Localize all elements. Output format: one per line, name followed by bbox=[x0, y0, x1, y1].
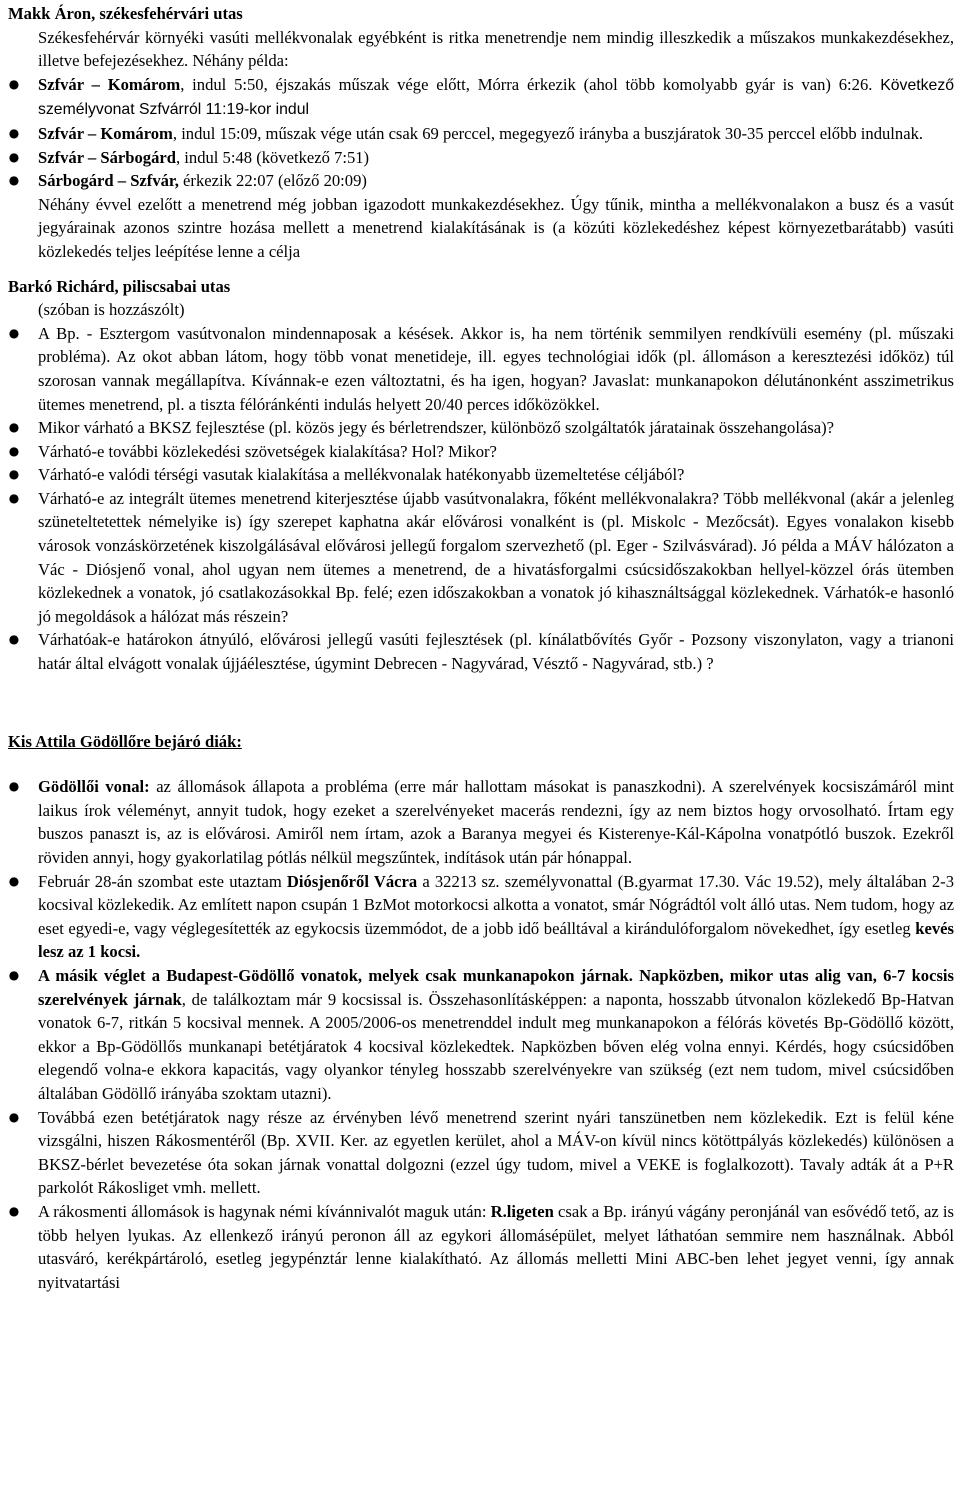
section-heading-kis: Kis Attila Gödöllőre bejáró diák: bbox=[8, 731, 242, 751]
bullet-icon: ● bbox=[8, 173, 20, 188]
list-item-text: a 32213 sz. személyvonattal (B.gyarmat 17.30. Vác 19.52), mely általában 2-3 kocsival közlekedik. Az említett napon csupán 1 BzMot motorkocsi alkotta a vonatot, smár Nógrádtól volt álló utas. Nem tudom, hogy az eset egyedi-e, vagy véglegesítették az egykocsis üzemmódot, de a jobb idő beálltával a kirándulóforgalom növekedhet, így esetleg bbox=[38, 871, 954, 938]
bullet-icon: ● bbox=[8, 420, 20, 435]
bullet-icon: ● bbox=[8, 1109, 20, 1124]
list-item-text: Várható-e további közlekedési szövetségek kialakítása? Hol? Mikor? bbox=[38, 441, 497, 461]
route-label: Sárbogárd – Szfvár, bbox=[38, 171, 179, 191]
list-item-text: , indul 15:09, műszak vége után csak 69 perccel, megegyező irányba a buszjáratok 30-35 perccel előbb indulnak. bbox=[172, 123, 924, 143]
list-item bbox=[8, 322, 954, 416]
section-heading-barko: Barkó Richárd, piliscsabai utas bbox=[8, 276, 231, 296]
bullet-icon: ● bbox=[8, 632, 20, 647]
bold-phrase: Diósjenőről Vácra bbox=[286, 871, 418, 891]
list-item-text: Továbbá ezen betétjáratok nagy része az érvényben lévő menetrend szerint nyári tanszünetben nem közlekedik. Ezt is felül kéne vizsgálni, hiszen Rákosmentéről (Bp. XVII. Ker. az egyetlen kerület, ahol a MÁV-on kívül nincs kötöttpályás közlekedés) különösen a BKSZ-bérlet bevezetése óta sokan járnak vonattal dolgozni (ezzel úgy tudom, mivel a VEKE is foglalkozott). Tavaly adták át a P+R parkolót Rákosliget vmh. mellett. bbox=[38, 1107, 954, 1198]
bold-phrase: kevés lesz az 1 kocsi. bbox=[38, 918, 954, 962]
bullet-icon: ● bbox=[8, 873, 20, 888]
section1-closing: Néhány évvel ezelőtt a menetrend még jobban igazodott munkakezdésekhez. Úgy tűnik, mintha a mellékvonalakon a busz és a vasút jegyárainak azonos szintre hozása mellett a menetrend kialakításának is (a közúti közlekedéshez képest környezetbarátabb) vasúti közlekedés teljes leépítése lenne a célja bbox=[38, 194, 954, 261]
list-item bbox=[8, 870, 954, 964]
list-item bbox=[8, 169, 954, 193]
bold-phrase: R.ligeten bbox=[490, 1201, 554, 1221]
list-item bbox=[8, 440, 954, 464]
list-item-text: , de találkoztam már 9 kocsissal is. Összehasonlításképpen: a naponta, hosszabb útvonalon közlekedő Bp-Hatvan vonatok 6-7, ritkán 5 kocsival mennek. A 2005/2006-os menetrenddel indult meg munkanapokon a félórás követés Bp-Gödöllő között, ekkor a Bp-Gödöllős munkanapi betétjáratok 4 kocsival közlekedtek. Napközben bőven elég volna ennyi. Kérdés, hogy csúcsidőben elegendő volna-e ekkora kapacitás, vagy olyankor tényleg hosszabb szerelvényekre van szükség (ezt nem tudom, mivel csúcsidőben általában Gödöllő irányába szoktam utazni). bbox=[38, 989, 954, 1103]
list-item-text: Február 28-án szombat este utaztam bbox=[38, 871, 287, 891]
bold-phrase: A másik véglet a Budapest-Gödöllő vonatok, melyek csak munkanapokon járnak. Napközben, mikor utas alig van, 6-7 kocsis szerelvények járnak bbox=[38, 965, 954, 1009]
bullet-icon: ● bbox=[8, 967, 20, 982]
bullet-icon: ● bbox=[8, 125, 20, 140]
list-item-text: Várható-e valódi térségi vasutak kialakítása a mellékvonalak hatékonyabb üzemeltetése céljából? bbox=[38, 465, 685, 485]
bullet-icon: ● bbox=[8, 76, 20, 91]
list-item-text: az állomások állapota a probléma (erre már hallottam másokat is panaszkodni). A szerelvények kocsiszámáról mint laikus írok véleményt, annyit tudok, hogy ezeket a szerelvényeket macerás rendezni, így az nem biztos hogy orvosolható. Írtam egy buszos panaszt is, az is elővárosi. Amiről nem írtam, azok a Baranya megyei és Kisterenye-Kál-Kápolna vonatpótló buszok. Ezekről röviden annyi, hogy gyakorlatilag pótlás nélkül megszűntek, indítások után pár hónappal. bbox=[38, 777, 954, 867]
list-item-text: A Bp. - Esztergom vasútvonalon mindennaposak a késések. Akkor is, ha nem történik semmilyen rendkívüli esemény (pl. műszaki probléma). Az okot abban látom, hogy több vonat menetideje, ill. egyes technológiai idők (pl. állomáson a keresztezési időköz) túl szorosan vannak megállapítva. Kívánnak-e ezen változtatni, és ha igen, hogyan? Javaslat: munkanapokon délutánonként asszimetrikus ütemes menetrend, pl. a tiszta félóránkénti indulás helyett 20/40 perces időközökkel. bbox=[38, 323, 954, 414]
list-item bbox=[8, 73, 954, 122]
route-label: Szfvár – Komárom bbox=[38, 74, 181, 94]
spacer bbox=[0, 753, 960, 775]
list-item bbox=[8, 775, 954, 869]
bullet-icon: ● bbox=[8, 443, 20, 458]
list-item bbox=[8, 487, 954, 629]
list-item-text: , indul 5:48 (következő 7:51) bbox=[175, 147, 370, 167]
list-item-text: Mikor várható a BKSZ fejlesztése (pl. közös jegy és bérletrendszer, különböző szolgáltatók járatainak összehangolása)? bbox=[38, 418, 835, 438]
list-item bbox=[8, 628, 954, 675]
route-label: Szfvár – Komárom bbox=[38, 123, 173, 143]
list-item-text: , indul 5:50, éjszakás műszak vége előtt, Mórra érkezik (ahol több komolyabb gyár is van) 6:26. bbox=[180, 74, 881, 94]
list-item bbox=[8, 146, 954, 170]
section1-list bbox=[8, 73, 954, 193]
list-item bbox=[8, 1200, 954, 1294]
section1-intro: Székesfehérvár környéki vasúti mellékvonalak egyébként is ritka menetrendje nem mindig illeszkedik a műszakos munkakezdésekhez, illetve befejezésekhez. Néhány példa: bbox=[38, 27, 954, 71]
section2-list bbox=[8, 322, 954, 676]
list-item-text: csak a Bp. irányú vágány peronjánál van esővédő tető, az is több helyen lyukas. Az ellenkező irányú peronon áll az egykori állomásépület, melyet láthatóan semmire nem használnak. Abból utasváró, kerékpártároló, esetleg jegypénztár lenne kialakítható. Az állomás melletti Mini ABC-ben lehet jegyet venni, így annak nyitvatartási bbox=[38, 1201, 954, 1292]
list-item bbox=[8, 463, 954, 487]
route-label: Szfvár – Sárbogárd bbox=[38, 147, 176, 167]
list-item bbox=[8, 416, 954, 440]
bullet-icon: ● bbox=[8, 325, 20, 340]
list-item bbox=[8, 964, 954, 1106]
list-item bbox=[8, 1106, 954, 1200]
section3-list bbox=[8, 775, 954, 1294]
bullet-icon: ● bbox=[8, 149, 20, 164]
bold-phrase: Gödöllői vonal: bbox=[38, 777, 150, 797]
list-item-text: Várhatóak-e határokon átnyúló, elővárosi jellegű vasúti fejlesztések (pl. kínálatbővítés Győr - Pozsony viszonylaton, vagy a trianoni határ által elvágott vonalak újjáélesztése, úgymint Debrecen - Nagyvárad, Vésztő - Nagyvárad, stb.) ? bbox=[38, 630, 954, 674]
bullet-icon: ● bbox=[8, 490, 20, 505]
list-item-text: érkezik 22:07 (előző 20:09) bbox=[178, 171, 367, 191]
section-heading-makk: Makk Áron, székesfehérvári utas bbox=[8, 4, 243, 23]
list-item bbox=[8, 122, 954, 146]
section2-note: (szóban is hozzászólt) bbox=[38, 300, 185, 320]
bullet-icon: ● bbox=[8, 1203, 20, 1218]
bullet-icon: ● bbox=[8, 467, 20, 482]
list-item-text: Várható-e az integrált ütemes menetrend kiterjesztése újabb vasútvonalakra, főként mellékvonalakra? Több mellékvonal (akár a jelenleg szüneteltetettek némelyike is) így szerepet kaphatna akár elővárosi vonalként is (pl. Miskolc - Mezőcsát). Egyes vonalakon kisebb városok vonzáskörzetének kiszolgálásával elővárosi jellegű forgalom szervezhető (pl. Eger - Szilvásvárad). Jó példa a MÁV hálózaton a Vác - Diósjenő vonal, ahol ugyan nem ütemes a menetrend, de a hivatásforgalmi csúcsidőszakokban hellyel-közzel órás ütemben közlekednek a vonatok, jó csatlakozásokkal Bp. felé; ezen időszakokban a vonatok jó kihasználtsággal közlekednek. Várhatók-e hasonló jó megoldások a hálózat más részein? bbox=[38, 488, 954, 626]
list-item-text: A rákosmenti állomások is hagynak némi kívánnivalót maguk után: bbox=[38, 1201, 491, 1221]
bullet-icon: ● bbox=[8, 779, 20, 794]
list-item-text-sans: Következő személyvonat Szfvárról 11:19-kor indul bbox=[38, 76, 954, 119]
